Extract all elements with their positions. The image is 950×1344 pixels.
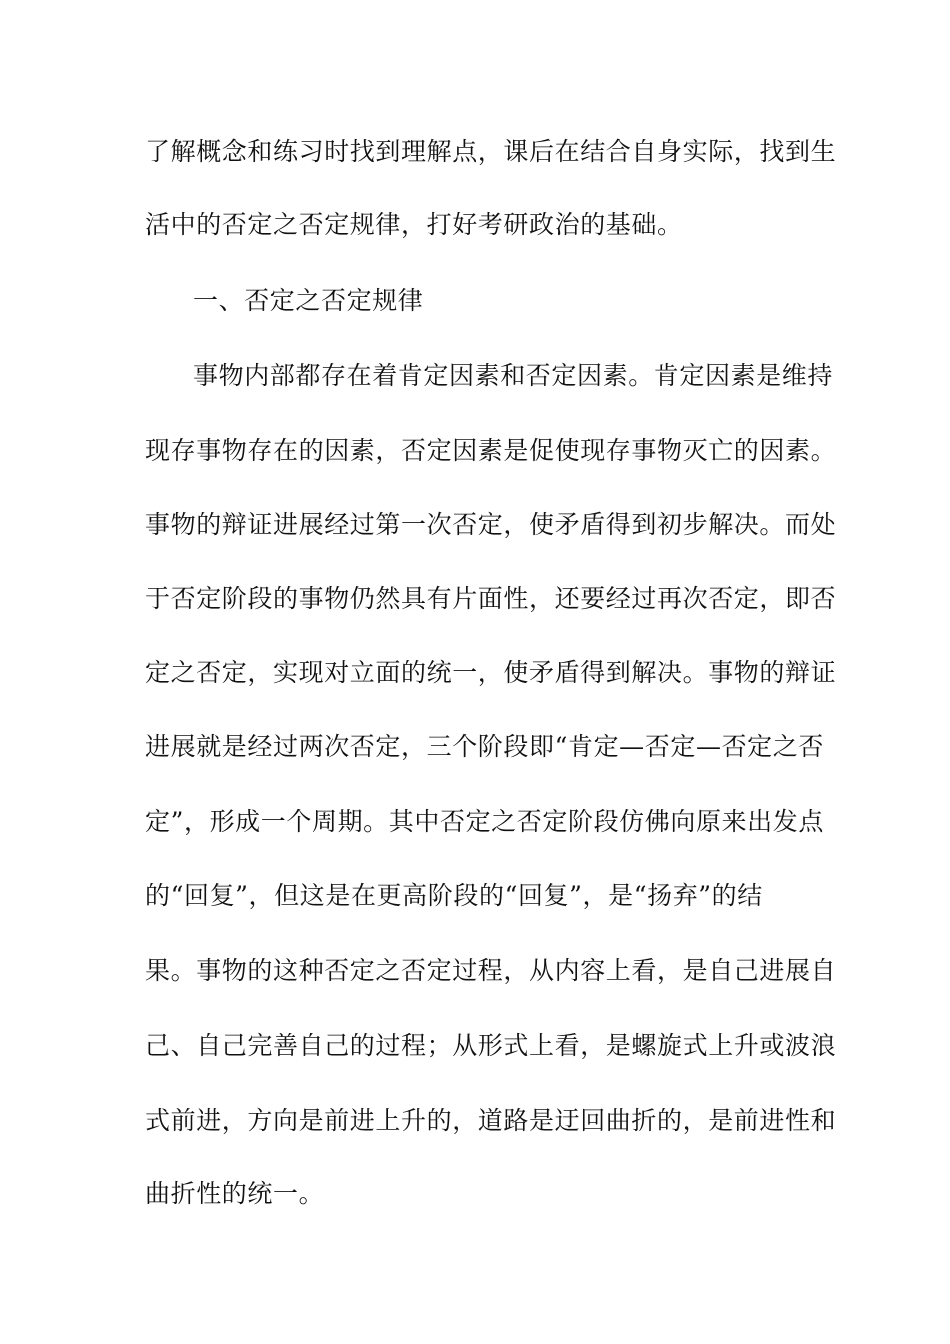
paragraph-line-8: 的“回复”，但这是在更高阶段的“回复”，是“扬弃”的结 — [145, 881, 763, 910]
paragraph-line-10: 己、自己完善自己的过程；从形式上看，是螺旋式上升或波浪 — [145, 1031, 837, 1060]
paragraph-line-11: 式前进，方向是前进上升的，道路是迂回曲折的，是前进性和 — [145, 1106, 837, 1135]
paragraph-line-2: 现存事物存在的因素，否定因素是促使现存事物灭亡的因素。 — [145, 436, 837, 465]
paragraph-line-12: 曲折性的统一。 — [145, 1179, 325, 1208]
text-line-1: 了解概念和练习时找到理解点，课后在结合自身实际，找到生 — [145, 137, 837, 166]
paragraph-line-3: 事物的辩证进展经过第一次否定，使矛盾得到初步解决。而处 — [145, 510, 837, 539]
paragraph-line-9: 果。事物的这种否定之否定过程，从内容上看，是自己进展自 — [145, 956, 837, 985]
text-line-2: 活中的否定之否定规律，打好考研政治的基础。 — [145, 210, 683, 239]
paragraph-line-7: 定”，形成一个周期。其中否定之否定阶段仿佛向原来出发点 — [145, 807, 824, 836]
paragraph-line-5: 定之否定，实现对立面的统一，使矛盾得到解决。事物的辩证 — [145, 658, 837, 687]
paragraph-line-1: 事物内部都存在着肯定因素和否定因素。肯定因素是维持 — [193, 361, 834, 390]
paragraph-line-4: 于否定阶段的事物仍然具有片面性，还要经过再次否定，即否 — [145, 584, 837, 613]
section-heading: 一、否定之否定规律 — [193, 286, 424, 315]
paragraph-line-6: 进展就是经过两次否定，三个阶段即“肯定—否定—否定之否 — [145, 732, 824, 761]
